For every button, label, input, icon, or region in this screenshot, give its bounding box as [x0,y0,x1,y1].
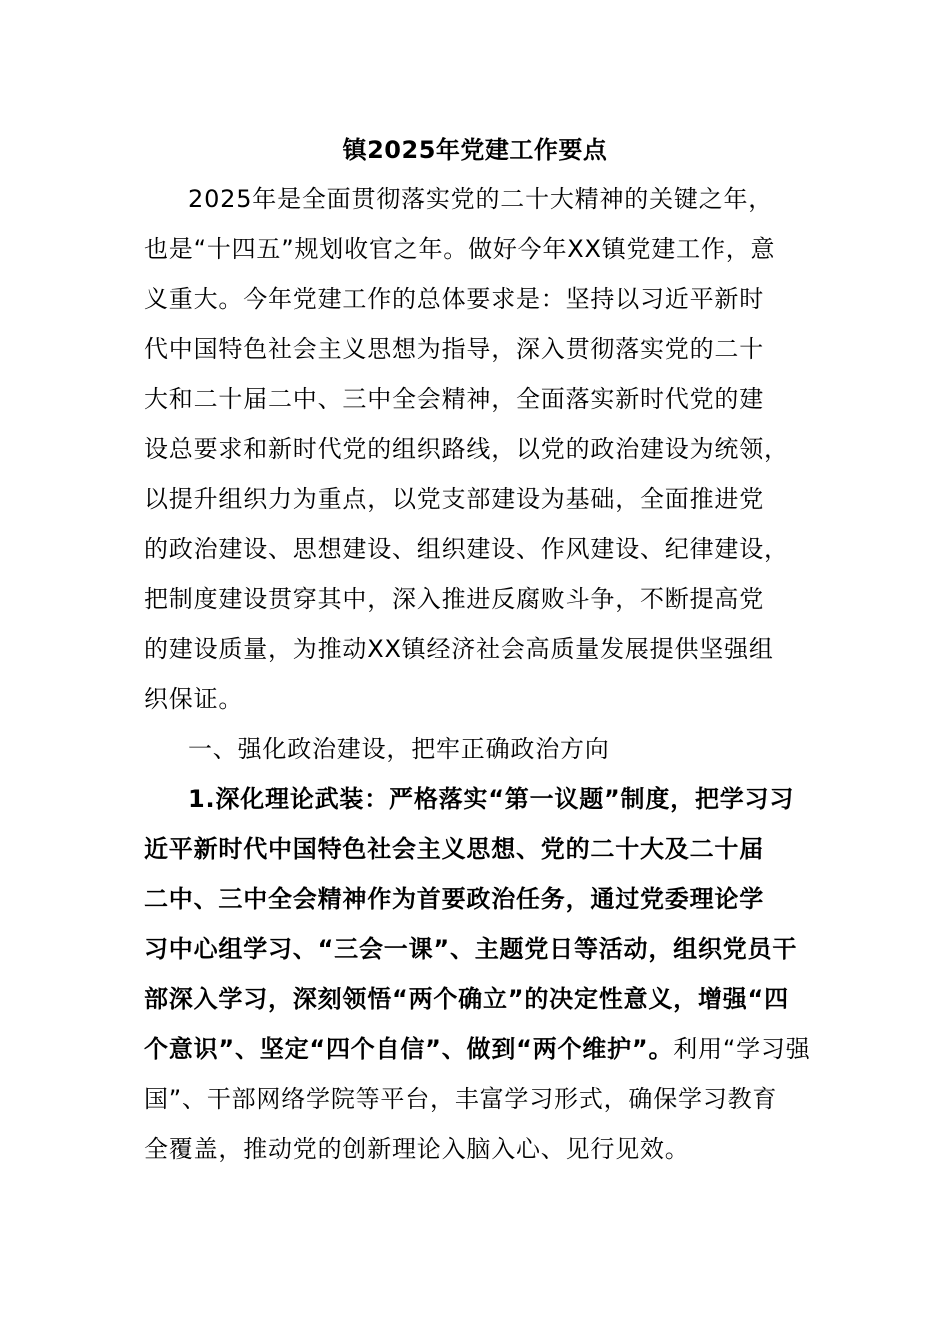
intro-line: 代中国特色社会主义思想为指导，深入贯彻落实党的二十 [144,335,764,363]
item-1-line: 近平新时代中国特色社会主义思想、党的二十大及二十届 [144,835,764,863]
item-1-line: 二中、三中全会精神作为首要政治任务，通过党委理论学 [144,885,764,913]
intro-line: 义重大。今年党建工作的总体要求是：坚持以习近平新时 [144,285,764,313]
intro-line: 以提升组织力为重点，以党支部建设为基础，全面推进党 [144,485,764,513]
item-1-line: 1.深化理论武装：严格落实“第一议题”制度，把学习习 [188,785,795,813]
intro-line: 2025年是全面贯彻落实党的二十大精神的关键之年， [188,185,774,213]
intro-paragraph [144,174,808,724]
document-title: 镇2025年党建工作要点 [342,136,608,164]
intro-line: 织保证。 [144,685,244,713]
item-1-line: 部深入学习，深刻领悟“两个确立”的决定性意义，增强“四 [144,985,789,1013]
intro-line: 把制度建设贯穿其中，深入推进反腐败斗争，不断提高党 [144,585,764,613]
item-1-normal-segment: 利用“学习强 [673,1035,811,1063]
intro-line: 也是“十四五”规划收官之年。做好今年XX镇党建工作，意 [144,235,776,263]
intro-line: 的政治建设、思想建设、组织建设、作风建设、纪律建设， [144,535,789,563]
intro-line: 大和二十届二中、三中全会精神，全面落实新时代党的建 [144,385,764,413]
intro-line: 的建设质量，为推动XX镇经济社会高质量发展提供坚强组 [144,635,774,663]
item-1-line: 习中心组学习、“三会一课”、主题党日等活动，组织党员干 [144,935,798,963]
intro-line: 设总要求和新时代党的组织路线，以党的政治建设为统领， [144,435,789,463]
section-heading-block [144,724,808,774]
section-heading: 一、强化政治建设，把牢正确政治方向 [188,735,610,763]
item-1-line: 国”、干部网络学院等平台，丰富学习形式，确保学习教育 [144,1085,778,1113]
item-1-paragraph [144,774,811,1174]
item-1-bold-segment: 个意识”、坚定“四个自信”、做到“两个维护”。 [144,1035,674,1063]
item-1-mixed-line [144,1024,811,1074]
item-1-line: 全覆盖，推动党的创新理论入脑入心、见行见效。 [144,1135,690,1163]
